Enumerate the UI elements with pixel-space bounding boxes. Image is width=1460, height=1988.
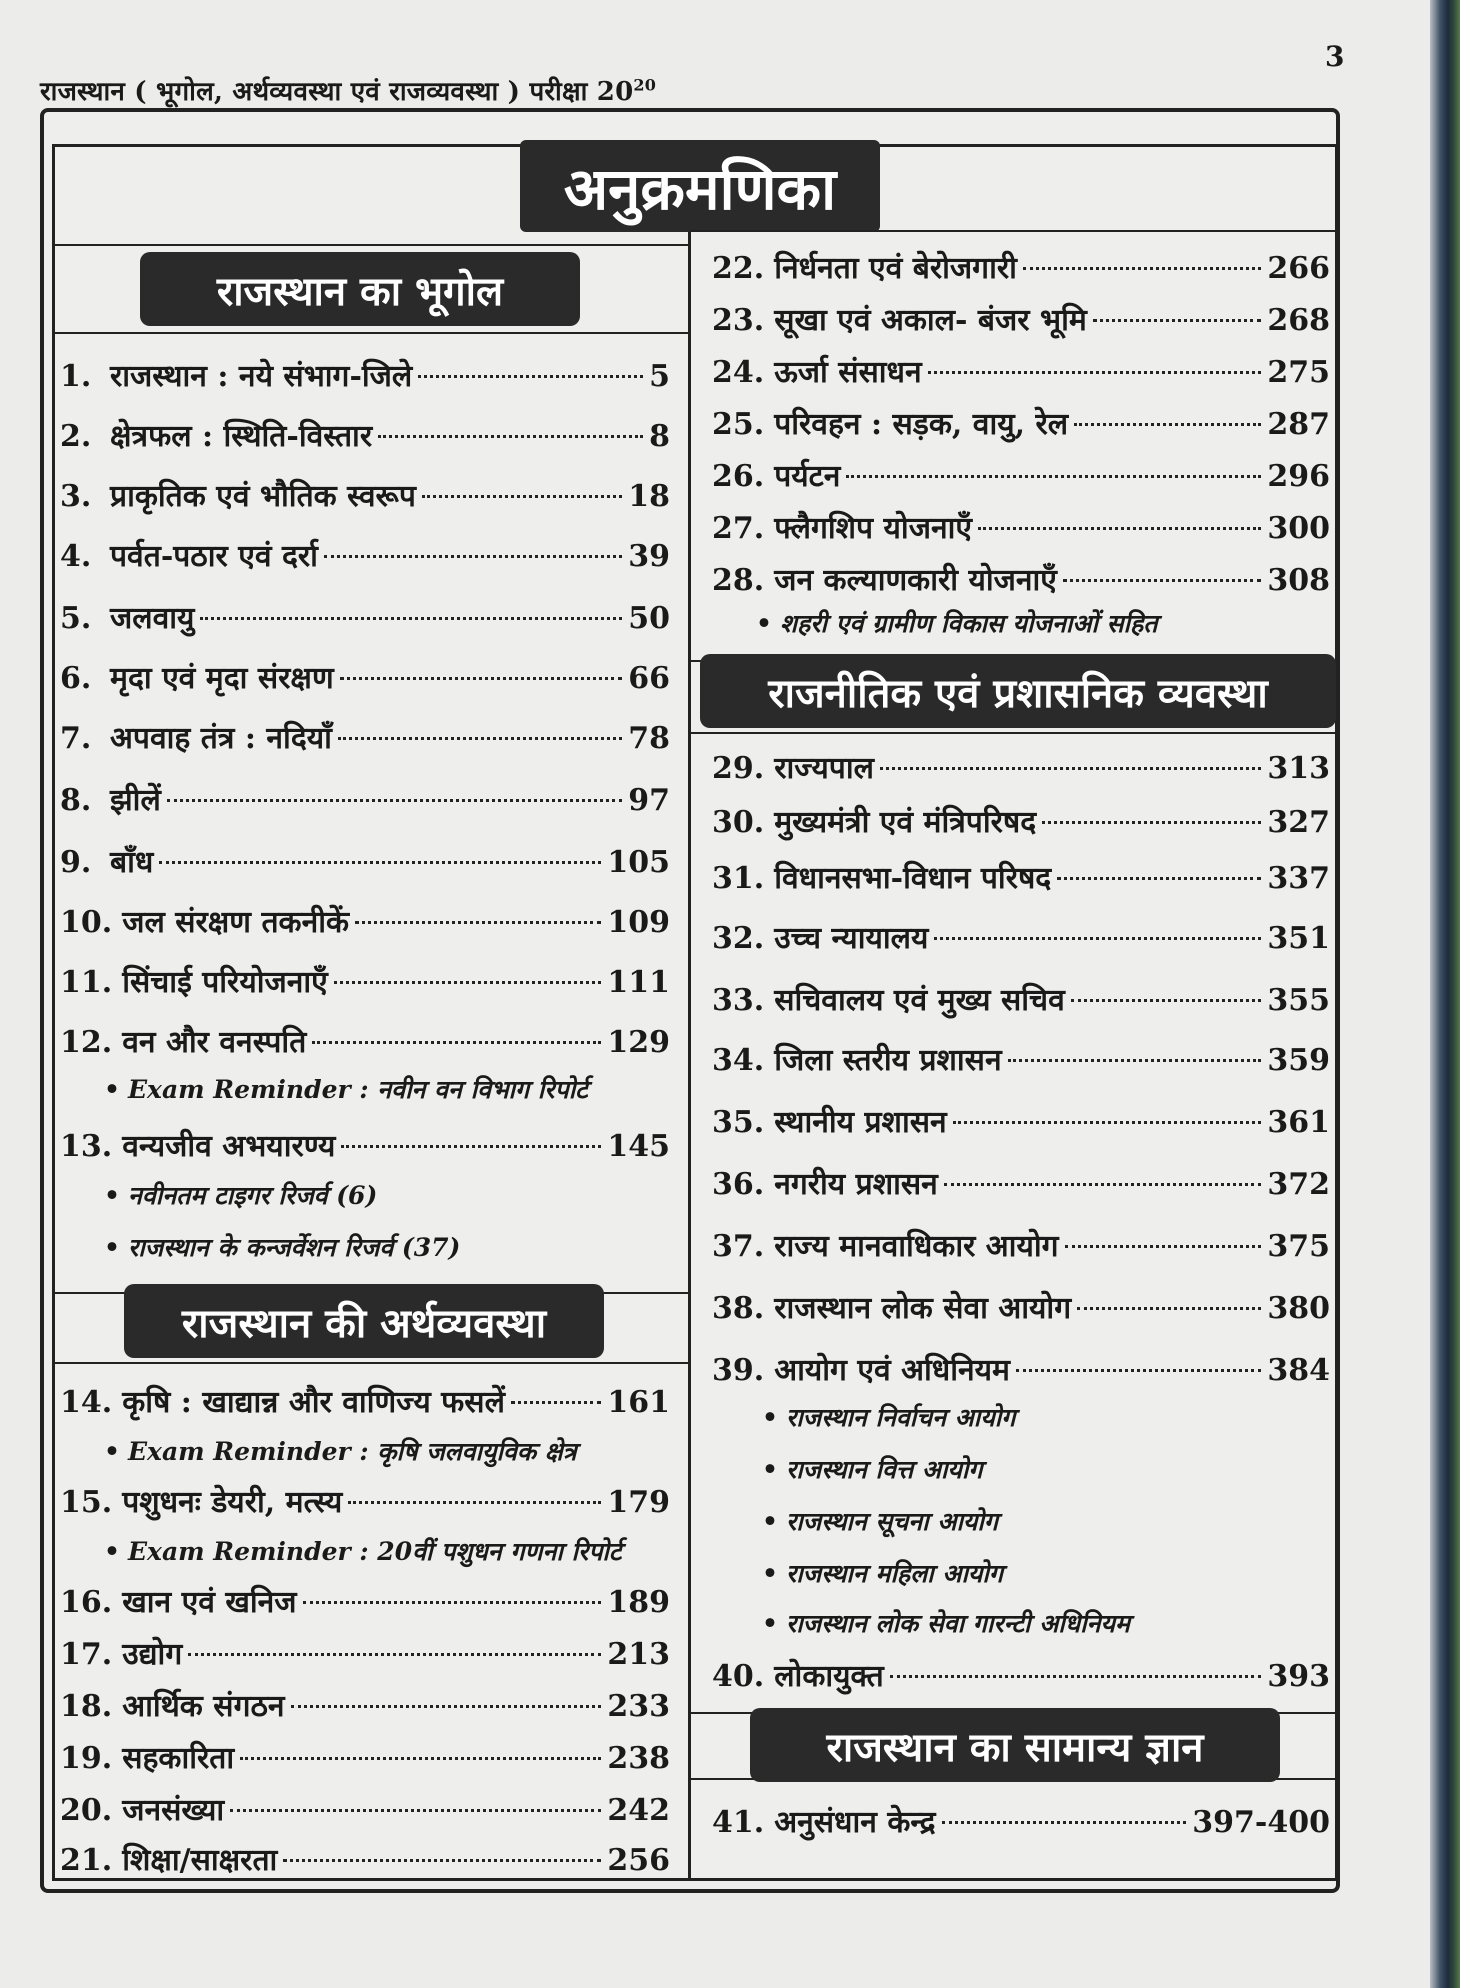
- toc-entry[interactable]: 39. आयोग एवं अधिनियम 384: [712, 1353, 1330, 1388]
- toc-entry[interactable]: 36. नगरीय प्रशासन 372: [712, 1167, 1330, 1202]
- toc-entry[interactable]: 40. लोकायुक्त 393: [712, 1659, 1330, 1694]
- toc-entry[interactable]: 8. झीलें 97: [60, 783, 670, 818]
- rule-top-right: [690, 230, 1336, 232]
- contents-title: अनुक्रमणिका: [520, 140, 880, 232]
- toc-entry[interactable]: 18. आर्थिक संगठन 233: [60, 1689, 670, 1724]
- section-heading-geography: राजस्थान का भूगोल: [140, 252, 580, 326]
- section-heading-economy: राजस्थान की अर्थव्यवस्था: [124, 1284, 604, 1358]
- toc-entry[interactable]: 32. उच्च न्यायालय 351: [712, 921, 1330, 956]
- toc-entry[interactable]: 41. अनुसंधान केन्द्र 397-400: [712, 1805, 1330, 1840]
- rule-top-left: [52, 244, 690, 246]
- toc-entry[interactable]: 28. जन कल्याणकारी योजनाएँ 308: [712, 563, 1330, 598]
- toc-entry[interactable]: 3. प्राकृतिक एवं भौतिक स्वरूप 18: [60, 479, 670, 514]
- toc-entry[interactable]: 34. जिला स्तरीय प्रशासन 359: [712, 1043, 1330, 1078]
- toc-entry[interactable]: 12. वन और वनस्पति 129: [60, 1025, 670, 1060]
- toc-subitem: • Exam Reminder : नवीन वन विभाग रिपोर्ट: [104, 1075, 588, 1104]
- toc-entry[interactable]: 22. निर्धनता एवं बेरोजगारी 266: [712, 251, 1330, 286]
- rule-economy-bottom: [52, 1362, 690, 1364]
- page-edge-background: [1430, 0, 1460, 1988]
- toc-subitem: • राजस्थान के कन्जर्वेशन रिजर्व (37): [104, 1233, 461, 1262]
- toc-entry[interactable]: 2. क्षेत्रफल : स्थिति-विस्तार 8: [60, 419, 670, 454]
- rule-polity-bottom: [690, 732, 1336, 734]
- toc-entry[interactable]: 7. अपवाह तंत्र : नदियाँ 78: [60, 721, 670, 756]
- toc-subitem: • Exam Reminder : 20वीं पशुधन गणना रिपोर्ट: [104, 1537, 622, 1566]
- toc-entry[interactable]: 4. पर्वत-पठार एवं दर्रा 39: [60, 539, 670, 574]
- toc-entry[interactable]: 21. शिक्षा/साक्षरता 256: [60, 1843, 670, 1878]
- toc-entry[interactable]: 19. सहकारिता 238: [60, 1741, 670, 1776]
- toc-entry[interactable]: 9. बाँध 105: [60, 845, 670, 880]
- toc-entry[interactable]: 35. स्थानीय प्रशासन 361: [712, 1105, 1330, 1140]
- toc-entry[interactable]: 31. विधानसभा-विधान परिषद 337: [712, 861, 1330, 896]
- header-title: राजस्थान ( भूगोल, अर्थव्यवस्था एवं राजव्यवस्था ) परीक्षा 20: [40, 77, 634, 107]
- toc-entry[interactable]: 11. सिंचाई परियोजनाएँ 111: [60, 965, 670, 1000]
- toc-entry[interactable]: 14. कृषि : खाद्यान्न और वाणिज्य फसलें 161: [60, 1385, 670, 1420]
- toc-entry[interactable]: 10. जल संरक्षण तकनीकें 109: [60, 905, 670, 940]
- section-heading-gk: राजस्थान का सामान्य ज्ञान: [750, 1708, 1280, 1782]
- rule-geography: [52, 332, 690, 334]
- toc-entry[interactable]: 26. पर्यटन 296: [712, 459, 1330, 494]
- toc-entry[interactable]: 38. राजस्थान लोक सेवा आयोग 380: [712, 1291, 1330, 1326]
- toc-entry[interactable]: 27. फ्लैगशिप योजनाएँ 300: [712, 511, 1330, 546]
- toc-entry[interactable]: 15. पशुधनः डेयरी, मत्स्य 179: [60, 1485, 670, 1520]
- toc-subitem: • राजस्थान महिला आयोग: [762, 1559, 1003, 1588]
- toc-entry[interactable]: 1. राजस्थान : नये संभाग-जिले 5: [60, 359, 670, 394]
- toc-subitem: • Exam Reminder : कृषि जलवायुविक क्षेत्र: [104, 1437, 577, 1466]
- toc-subitem: • नवीनतम टाइगर रिजर्व (6): [104, 1181, 378, 1210]
- toc-entry[interactable]: 16. खान एवं खनिज 189: [60, 1585, 670, 1620]
- toc-subitem: • शहरी एवं ग्रामीण विकास योजनाओं सहित: [756, 609, 1158, 638]
- toc-entry[interactable]: 30. मुख्यमंत्री एवं मंत्रिपरिषद 327: [712, 805, 1330, 840]
- toc-entry[interactable]: 29. राज्यपाल 313: [712, 751, 1330, 786]
- header-year-superscript: 20: [633, 75, 657, 95]
- toc-entry[interactable]: 13. वन्यजीव अभयारण्य 145: [60, 1129, 670, 1164]
- toc-entry[interactable]: 25. परिवहन : सड़क, वायु, रेल 287: [712, 407, 1330, 442]
- toc-entry[interactable]: 37. राज्य मानवाधिकार आयोग 375: [712, 1229, 1330, 1264]
- running-header: [40, 72, 656, 108]
- toc-entry[interactable]: 5. जलवायु 50: [60, 601, 670, 636]
- toc-subitem: • राजस्थान सूचना आयोग: [762, 1507, 998, 1536]
- toc-subitem: • राजस्थान निर्वाचन आयोग: [762, 1403, 1016, 1432]
- toc-entry[interactable]: 24. ऊर्जा संसाधन 275: [712, 355, 1330, 390]
- column-divider: [688, 232, 691, 1880]
- toc-entry[interactable]: 33. सचिवालय एवं मुख्य सचिव 355: [712, 983, 1330, 1018]
- toc-subitem: • राजस्थान लोक सेवा गारन्टी अधिनियम: [762, 1609, 1130, 1638]
- page-number: 3: [1325, 40, 1345, 73]
- toc-entry[interactable]: 6. मृदा एवं मृदा संरक्षण 66: [60, 661, 670, 696]
- toc-entry[interactable]: 20. जनसंख्या 242: [60, 1793, 670, 1828]
- section-heading-polity: राजनीतिक एवं प्रशासनिक व्यवस्था: [700, 654, 1336, 728]
- toc-entry[interactable]: 23. सूखा एवं अकाल- बंजर भूमि 268: [712, 303, 1330, 338]
- toc-subitem: • राजस्थान वित्त आयोग: [762, 1455, 983, 1484]
- toc-entry[interactable]: 17. उद्योग 213: [60, 1637, 670, 1672]
